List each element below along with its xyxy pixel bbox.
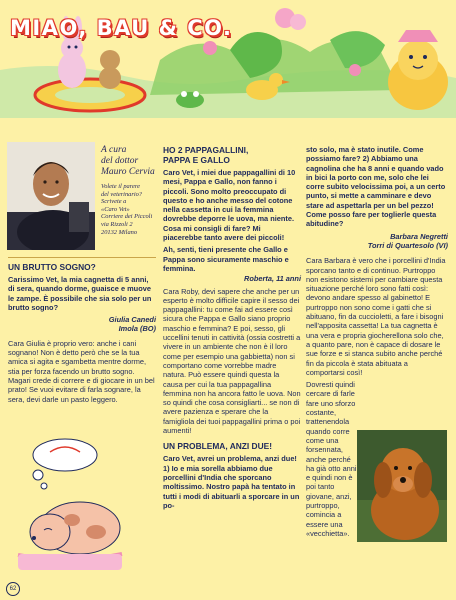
byline-title-line: del dottor <box>101 156 139 166</box>
contact-line: Volete il parere <box>101 183 140 190</box>
reader-letter: Carissimo Vet, la mia cagnetta di 5 anni, di sera, quando dorme, guaisce e muove le zampe. È possibile che sia solo per un brutto sogno? <box>8 275 152 312</box>
byline <box>101 145 163 236</box>
article-heading: UN BRUTTO SOGNO? <box>8 262 96 272</box>
letter-signature: Giulia Canedi <box>108 315 156 325</box>
reader-letter: Ah, senti, tieni presente che Gallo e Pappa sono sicuramente maschio e femmina. <box>163 245 289 273</box>
contact-line: «Caro Vet» <box>101 205 130 213</box>
contact-line: 20132 Milano <box>101 228 138 236</box>
contact-line: Corriere dei Piccoli <box>101 213 153 221</box>
column-divider <box>8 257 156 258</box>
column-2 <box>163 145 301 513</box>
guinea-pig-illustration <box>10 430 130 575</box>
letter-place: Torri di Quartesolo (VI) <box>367 240 448 250</box>
contact-line: del veterinario? <box>101 190 142 198</box>
letter-place: Imola (BO) <box>118 324 156 334</box>
contact-line: Scrivete a <box>101 198 127 206</box>
letter-signature: Barbara Negretti <box>390 231 448 241</box>
section-title: MIAO, BAU & CO. <box>10 16 233 40</box>
article-heading: PAPPA E GALLO <box>163 155 230 165</box>
vet-reply: Dovresti quindi cercare di farle fare uno sforzo costante, trattenendola quando corre come una forsennata, anche perché ha già otto anni e quindi non è poi tanto giovane, anzi, purtroppo, comincia a essere una «vecchietta». <box>306 380 357 538</box>
article-heading: UN PROBLEMA, ANZI DUE! <box>163 441 273 452</box>
byline-title-line: A cura <box>101 145 127 155</box>
byline-author: Mauro Cervia <box>101 167 155 177</box>
article-heading: HO 2 PAPPAGALLINI, <box>163 145 249 155</box>
vet-portrait-photo <box>7 142 95 250</box>
page-number: 62 <box>6 582 20 596</box>
reader-letter: Caro Vet, avrei un problema, anzi due! 1) Io e mia sorella abbiamo due porcellini d'India che sporcano moltissimo. Nostro papà ha tentato in tutti i modi di abituarli a sporcare in un po- <box>163 454 300 510</box>
column-1 <box>8 262 156 407</box>
vet-reply: Cara Barbara è vero che i porcellini d'India sporcano tanto e di continuo. Purtroppo non esistono sistemi per cambiare questa situazione perché loro sono fatti così: devono andare spesso al gabinetto! E purtroppo non sono come i gatti che si abituano, fin da cuccioletti, a fare i bisogni nell'apposita cassetta! La tua cagnetta è una vera e propria giocherellona solo che, a quanto pare, non è capace di dosare le sue forze e si stanca subito anche perché fin da piccola è stata abituata a comportarsi così! <box>306 256 446 377</box>
reader-letter: Caro Vet, i miei due pappagallini di 10 mesi, Pappa e Gallo, non fanno i piccoli. Sono molto preoccupato di questo e ho anche messo del cotone nella cassetta in cui la femmina dovrebbe deporre le uova, ma niente. Cosa mi consigli di fare? Mi piacerebbe tanto avere dei piccoli! <box>163 168 296 243</box>
vet-reply: Cara Giulia è proprio vero: anche i cani sognano! Non è detto però che se la tua amica si agita e sgambetta mentre dorme, stia per forza facendo un brutto sogno. Magari crede di correre e di giocare in un bel prato! Se vuoi evitare di farla sognare, la sera, devi darle un pasto leggero. <box>8 338 155 404</box>
byline-contact <box>101 183 163 236</box>
reader-letter: sto solo, ma è stato inutile. Come possiamo fare? 2) Abbiamo una cagnolina che ha 8 anni e quando vado in bici la porto con me, solo che lei corre subito velocissima poi, a un certo punto, si mette a camminare e devo stare ad aspettarla per un bel pezzo! Come posso fare per toglierle questa abitudine? <box>306 145 446 229</box>
header-band <box>0 0 456 118</box>
vet-reply: Cara Roby, devi sapere che anche per un esperto è molto difficile capire il sesso dei pappagallini: tu come fai ad essere così sicura che Pappa e Gallo siano proprio maschio e femmina? E poi, sesso, gli uccellini tenuti in cattività (ossia costretti a vivere in un ambiente che non è il loro come per esempio una gabbietta) non si comportano come vorrebbe madre natura. Può essere quindi questa la causa per cui la tua pappagallina femmina non ha ancora fatto le uova. Non so quindi che cosa consigliarti... se non di avere pazienza e sperare che la famigliola dei tuoi pappagallini prima o poi aumenti! <box>163 286 301 436</box>
dog-photo <box>357 430 447 542</box>
letter-signature: Roberta, 11 anni <box>244 274 301 284</box>
contact-line: via Rizzoli 2 <box>101 220 133 228</box>
